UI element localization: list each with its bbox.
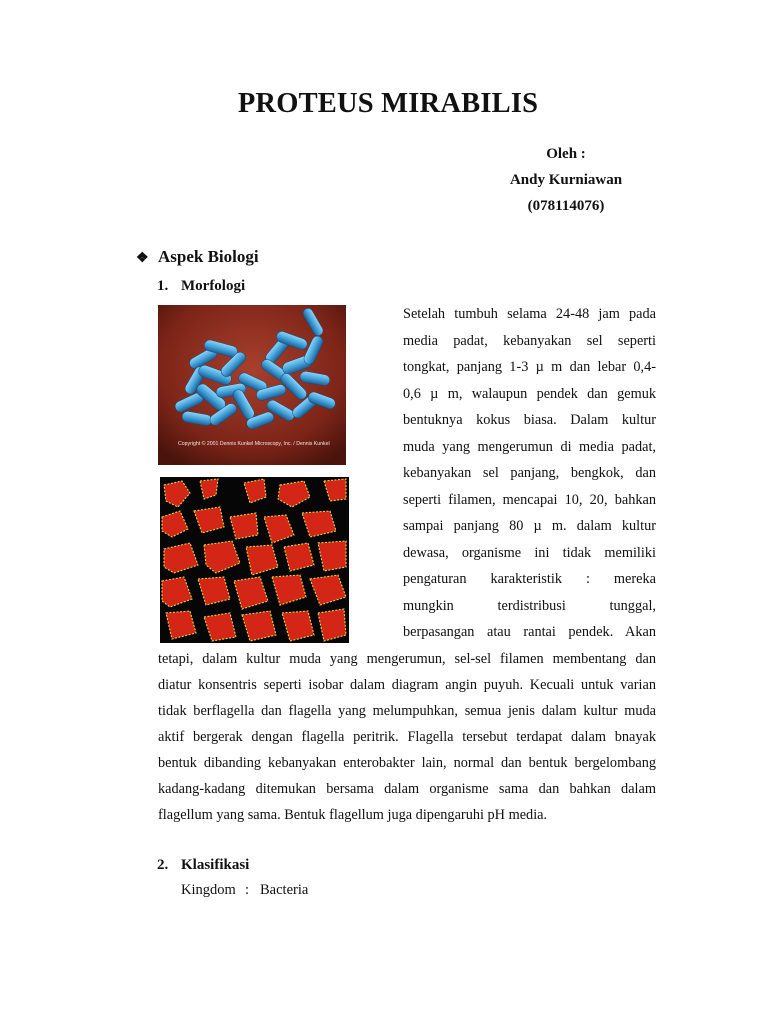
morfologi-number: 1.	[157, 278, 169, 294]
diamond-bullet-icon: ❖	[136, 251, 149, 266]
author-id: (078114076)	[527, 198, 605, 214]
paragraph-line: dewasa, organisme ini tidak memiliki	[403, 544, 656, 561]
paragraph-line: 0,6 µ m, walaupun pendek dan gemuk	[403, 385, 656, 402]
paragraph-line: kadang-kadang ditemukan bersama dalam organisme sama dan bahkan dalam	[158, 781, 656, 797]
author-by-label: Oleh :	[546, 146, 586, 162]
paragraph-line: kebanyakan sel panjang, bengkok, dan	[403, 465, 656, 481]
paragraph-line: Setelah tumbuh selama 24-48 jam pada	[403, 306, 656, 322]
paragraph-line: pengaturan karakteristik : mereka	[403, 571, 656, 587]
klasifikasi-heading-text: Klasifikasi	[181, 857, 250, 873]
paragraph-line: bentuknya kokus biasa. Dalam kultur	[403, 412, 656, 428]
document-title: PROTEUS MIRABILIS	[237, 88, 539, 119]
klasifikasi-heading	[157, 857, 249, 874]
morfologi-paragraph-right	[403, 301, 656, 646]
klasifikasi-label: Kingdom	[181, 882, 236, 898]
micrograph-blue-rods	[158, 305, 346, 465]
author-block	[506, 141, 626, 219]
paragraph-line: seperti filamen, mencapai 10, 20, bahkan	[403, 491, 656, 508]
paragraph-line: sampai panjang 80 µ m. dalam kultur	[403, 518, 656, 534]
klasifikasi-sep: :	[245, 882, 250, 898]
paragraph-line: mungkin terdistribusi tunggal,	[403, 597, 656, 614]
paragraph-line: tidak berflagella dan flagella yang melumpuhkan, semua jenis dalam kultur muda	[158, 703, 656, 719]
paragraph-line: tongkat, panjang 1-3 µ m dan lebar 0,4-	[403, 359, 656, 375]
morfologi-paragraph-full	[158, 646, 656, 828]
section-heading	[136, 247, 259, 267]
author-name: Andy Kurniawan	[509, 172, 623, 188]
klasifikasi-row-kingdom	[181, 882, 308, 899]
klasifikasi-number: 2.	[157, 857, 169, 873]
paragraph-line: diatur konsentris seperti isobar dalam diagram angin puyuh. Kecuali untuk varian	[158, 677, 656, 693]
klasifikasi-value: Bacteria	[260, 882, 309, 898]
morfologi-heading	[157, 278, 245, 295]
micrograph-red-cells	[160, 477, 349, 643]
paragraph-line: flagellum yang sama. Bentuk flagellum juga dipengaruhi pH media.	[158, 807, 548, 823]
micrograph-copyright: Copyright © 2001 Dennis Kunkel Microscopy, Inc. / Dennis Kunkel	[178, 441, 330, 447]
paragraph-line: berpasangan atau rantai pendek. Akan	[403, 624, 656, 640]
paragraph-line: aktif bergerak dengan flagella peritrik. Flagella tersebut terdapat dalam bnayak	[158, 729, 656, 745]
paragraph-line: tetapi, dalam kultur muda yang mengerumun, sel-sel filamen membentang dan	[158, 651, 656, 667]
section-heading-text: Aspek Biologi	[158, 247, 259, 266]
paragraph-line: muda yang mengerumun di media padat,	[403, 438, 656, 455]
morfologi-heading-text: Morfologi	[181, 278, 246, 294]
paragraph-line: media padat, kebanyakan sel seperti	[403, 332, 656, 349]
paragraph-line: bentuk dibanding kebanyakan enterobakter lain, normal dan bentuk bergelombang	[158, 755, 656, 771]
